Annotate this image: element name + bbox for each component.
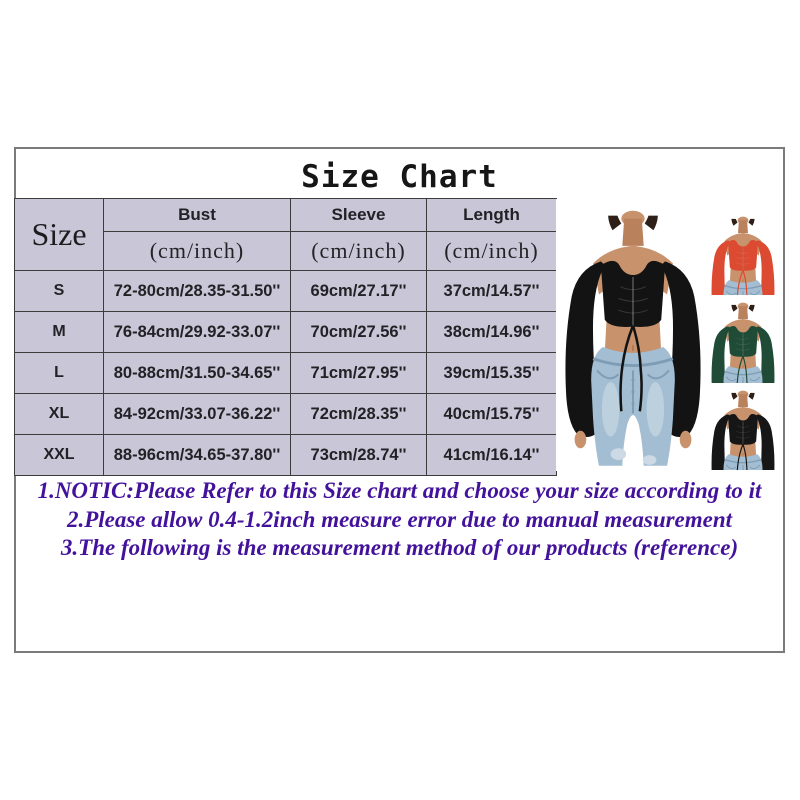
bust-cell: 84-92cm/33.07-36.22'' bbox=[104, 394, 291, 435]
length-cell: 39cm/15.35'' bbox=[427, 353, 557, 394]
length-cell: 37cm/14.57'' bbox=[427, 271, 557, 312]
sleeve-cell: 71cm/27.95'' bbox=[291, 353, 427, 394]
size-table bbox=[14, 198, 557, 476]
sleeve-cell: 70cm/27.56'' bbox=[291, 312, 427, 353]
table-row-m bbox=[15, 312, 557, 353]
col-header-sleeve: Sleeve bbox=[291, 199, 427, 232]
col-header-bust: Bust bbox=[104, 199, 291, 232]
product-photos bbox=[556, 199, 783, 471]
bust-cell: 76-84cm/29.92-33.07'' bbox=[104, 312, 291, 353]
note-line-3: 3.The following is the measurement method of our products (reference) bbox=[60, 535, 739, 560]
length-cell: 38cm/14.96'' bbox=[427, 312, 557, 353]
product-variant-green bbox=[704, 299, 782, 383]
bust-cell: 72-80cm/28.35-31.50'' bbox=[104, 271, 291, 312]
size-cell: M bbox=[15, 312, 104, 353]
size-column-header: Size bbox=[15, 199, 104, 271]
page-title: Size Chart bbox=[301, 159, 498, 195]
note-line-2: 2.Please allow 0.4-1.2inch measure error due to manual measurement bbox=[66, 506, 733, 532]
unit-length: (cm/inch) bbox=[427, 232, 557, 271]
model-figure-black-main bbox=[560, 203, 706, 466]
col-header-length: Length bbox=[427, 199, 557, 232]
table-row-l bbox=[15, 353, 557, 394]
length-cell: 40cm/15.75'' bbox=[427, 394, 557, 435]
model-figure-black bbox=[709, 387, 777, 470]
size-cell: XL bbox=[15, 394, 104, 435]
table-header-row bbox=[15, 199, 557, 232]
product-variant-red bbox=[704, 213, 782, 295]
model-figure-red bbox=[709, 213, 777, 295]
table-row-s bbox=[15, 271, 557, 312]
model-figure-green bbox=[709, 299, 777, 383]
bust-cell: 88-96cm/34.65-37.80'' bbox=[104, 435, 291, 476]
unit-bust: (cm/inch) bbox=[104, 232, 291, 271]
product-photo-main bbox=[560, 203, 706, 469]
size-notes bbox=[16, 477, 783, 563]
size-cell: S bbox=[15, 271, 104, 312]
unit-sleeve: (cm/inch) bbox=[291, 232, 427, 271]
table-row-xxl bbox=[15, 435, 557, 476]
size-cell: L bbox=[15, 353, 104, 394]
table-row-xl bbox=[15, 394, 557, 435]
length-cell: 41cm/16.14'' bbox=[427, 435, 557, 476]
sleeve-cell: 73cm/28.74'' bbox=[291, 435, 427, 476]
product-variant-black bbox=[704, 387, 782, 470]
sleeve-cell: 72cm/28.35'' bbox=[291, 394, 427, 435]
size-cell: XXL bbox=[15, 435, 104, 476]
content-frame bbox=[14, 147, 785, 653]
note-line-1: 1.NOTIC:Please Refer to this Size chart and choose your size according to it bbox=[37, 478, 762, 503]
bust-cell: 80-88cm/31.50-34.65'' bbox=[104, 353, 291, 394]
sleeve-cell: 69cm/27.17'' bbox=[291, 271, 427, 312]
